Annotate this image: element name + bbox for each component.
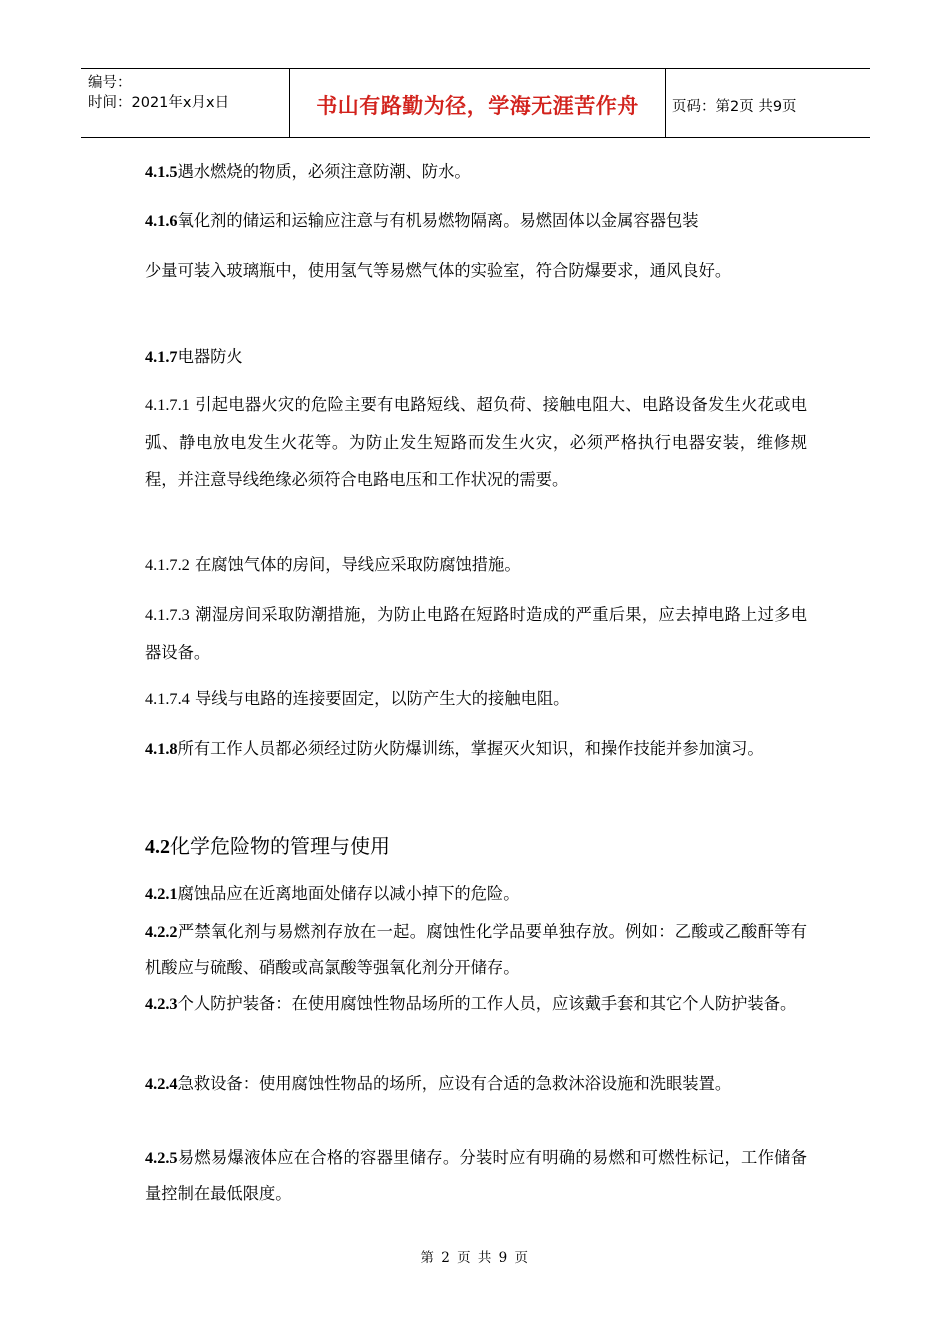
paragraph-4-1-5: 4.1.5遇水燃烧的物质，必须注意防潮、防水。 (145, 162, 471, 181)
paragraph-4-1-7-1: 4.1.7.1 引起电器火灾的危险主要有电路短线、超负荷、接触电阻大、电路设备发生火花或电弧、静电放电发生火花等。为防止发生短路而发生火灾，必须严格执行电器安装，维修规程，并注意导线绝缘必须符合电路电压和工作状况的需要。 (145, 395, 807, 489)
paragraph-4-1-7-2: 4.1.7.2 在腐蚀气体的房间，导线应采取防腐蚀措施。 (145, 555, 521, 574)
paragraph-4-1-7-4: 4.1.7.4 导线与电路的连接要固定，以防产生大的接触电阻。 (145, 689, 570, 708)
paragraph-4-2-4: 4.2.4急救设备：使用腐蚀性物品的场所，应设有合适的急救沐浴设施和洗眼装置。 (145, 1074, 732, 1093)
paragraph-4-1-7-3: 4.1.7.3 潮湿房间采取防潮措施，为防止电路在短路时造成的严重后果，应去掉电路上过多电器设备。 (145, 605, 807, 662)
document-header (81, 68, 870, 138)
time-label: 时间：2021年x月x日 (88, 95, 230, 111)
paragraph-4-2-3: 4.2.3个人防护装备：在使用腐蚀性物品场所的工作人员，应该戴手套和其它个人防护装备。 (145, 994, 797, 1013)
paragraph-4-1-6-continued: 少量可装入玻璃瓶中，使用氢气等易燃气体的实验室，符合防爆要求，通风良好。 (145, 261, 732, 280)
paragraph-4-1-7: 4.1.7电器防火 (145, 347, 243, 366)
header-motto: 书山有路勤为径，学海无涯苦作舟 (316, 94, 639, 118)
paragraph-4-1-8: 4.1.8所有工作人员都必须经过防火防爆训练，掌握灭火知识，和操作技能并参加演习。 (145, 739, 764, 758)
header-motto-cell (290, 69, 666, 137)
section-title-4-2: 4.2化学危险物的管理与使用 (145, 834, 390, 858)
paragraph-4-2-5: 4.2.5易燃易爆液体应在合格的容器里储存。分装时应有明确的易燃和可燃性标记，工作储备量控制在最低限度。 (145, 1148, 807, 1203)
header-page-info: 页码：第2页 共9页 (672, 98, 797, 115)
code-label: 编号： (88, 75, 132, 91)
paragraph-4-2-1: 4.2.1腐蚀品应在近离地面处储存以减小掉下的危险。 (145, 884, 520, 903)
paragraph-4-2-2: 4.2.2严禁氧化剂与易燃剂存放在一起。腐蚀性化学品要单独存放。例如：乙酸或乙酸酐等有机酸应与硫酸、硝酸或高氯酸等强氧化剂分开储存。 (145, 922, 807, 977)
paragraph-4-1-6: 4.1.6氧化剂的储运和运输应注意与有机易燃物隔离。易燃固体以金属容器包装 (145, 211, 699, 230)
header-meta (81, 69, 290, 137)
page-footer: 第 2 页 共 9 页 (420, 1250, 530, 1266)
